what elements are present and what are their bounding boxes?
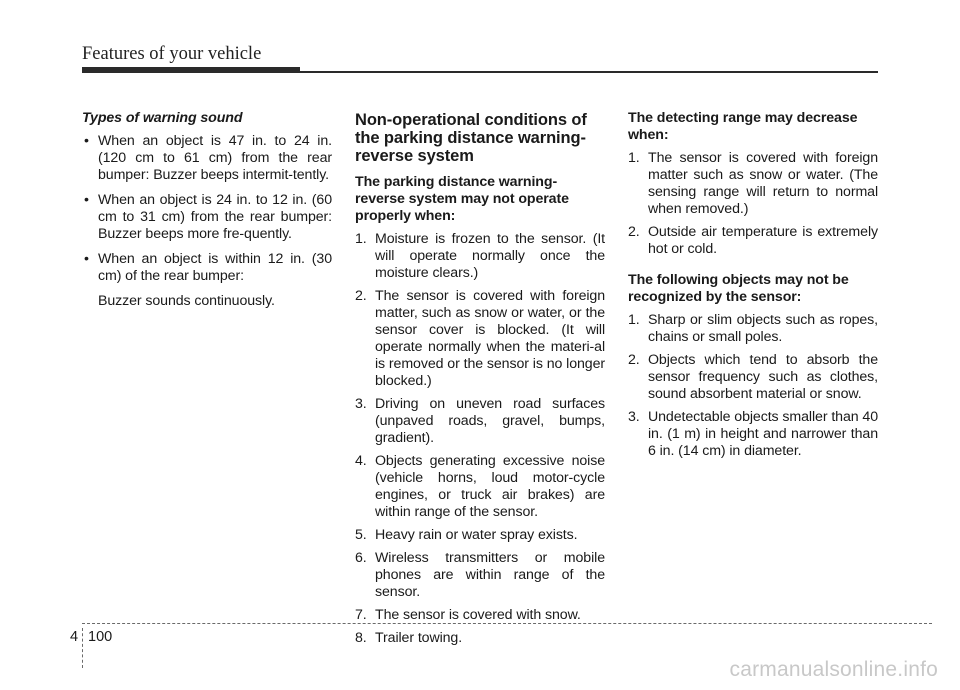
continuous-buzzer-text: Buzzer sounds continuously. (98, 293, 275, 309)
item-text: The sensor is covered with foreign matter, such as snow or water, or the sensor cover is blocked. (It will operate normally when the materi-al is removed or the sensor is no longer blocked.) (375, 288, 605, 389)
list-item (355, 288, 605, 390)
list-item (355, 453, 605, 521)
list-item (355, 527, 605, 544)
list-item: • When an object is 47 in. to 24 in. (120 cm to 61 cm) from the rear bumper: Buzzer beeps intermit-tently. (82, 133, 332, 184)
detecting-range-list (628, 150, 878, 258)
item-number: 3. (628, 409, 640, 425)
unrecognized-objects-list (628, 312, 878, 460)
item-text: Sharp or slim objects such as ropes, chains or small poles. (648, 312, 878, 345)
list-item (355, 607, 605, 624)
list-item (355, 396, 605, 447)
item-number: 7. (355, 607, 367, 623)
footer-divider (82, 628, 83, 668)
list-item (628, 150, 878, 218)
item-text: The sensor is covered with snow. (375, 607, 581, 623)
intro-text: The parking distance warning-reverse system may not operate properly when: (355, 174, 569, 224)
item-number: 2. (355, 288, 367, 304)
list-item (628, 224, 878, 258)
item-text: Outside air temperature is extremely hot or cold. (648, 224, 878, 257)
item-text: Driving on uneven road surfaces (unpaved roads, gravel, bumps, gradient). (375, 396, 605, 446)
item-text: The sensor is covered with foreign matter such as snow or water. (The sensing range will return to normal when removed.) (648, 150, 878, 217)
subheading-warning-sound: Types of warning sound (82, 110, 243, 126)
footer-rule (82, 623, 932, 624)
list-item (355, 550, 605, 601)
list-item: • When an object is within 12 in. (30 cm) of the rear bumper: (82, 251, 332, 285)
header-rule-thin (300, 71, 878, 73)
list-item (355, 231, 605, 282)
item-number: 3. (355, 396, 367, 412)
list-item: • When an object is 24 in. to 12 in. (60 cm to 31 cm) from the rear bumper: Buzzer beeps more fre-quently. (82, 192, 332, 243)
item-number: 1. (628, 150, 640, 166)
column-detecting-range (628, 110, 878, 474)
warning-sound-list (82, 133, 332, 285)
detecting-range-intro: The detecting range may decrease when: (628, 110, 858, 143)
non-operational-list (355, 231, 605, 647)
item-number: 4. (355, 453, 367, 469)
list-item (628, 312, 878, 346)
section-title: Non-operational conditions of the parking distance warning-reverse system (355, 111, 587, 165)
list-item (628, 352, 878, 403)
chapter-number: 4 (70, 629, 79, 645)
list-item (355, 630, 605, 647)
watermark-text: carmanualsonline.info (729, 658, 938, 681)
unrecognized-objects-intro: The following objects may not be recognized by the sensor: (628, 272, 849, 305)
item-text: Objects generating excessive noise (vehicle horns, loud motor-cycle engines, or truck air brakes) are within range of the sensor. (375, 453, 605, 520)
item-text: Heavy rain or water spray exists. (375, 527, 578, 543)
column-warning-sound (82, 110, 332, 310)
list-item (628, 409, 878, 460)
item-number: 2. (628, 224, 640, 240)
item-number: 1. (355, 231, 367, 247)
item-text: Trailer towing. (375, 630, 463, 646)
page-header-title: Features of your vehicle (82, 44, 262, 64)
item-number: 1. (628, 312, 640, 328)
item-text: Objects which tend to absorb the sensor frequency such as clothes, sound absorbent material or snow. (648, 352, 878, 402)
item-text: Wireless transmitters or mobile phones are within range of the sensor. (375, 550, 605, 600)
page-number: 100 (88, 629, 113, 645)
header-rule-thick (82, 67, 300, 73)
item-number: 2. (628, 352, 640, 368)
item-number: 8. (355, 630, 367, 646)
item-text: Moisture is frozen to the sensor. (It will operate normally once the moisture clears.) (375, 231, 605, 281)
item-number: 5. (355, 527, 367, 543)
column-non-operational (355, 110, 605, 661)
item-text: Undetectable objects smaller than 40 in. (1 m) in height and narrower than 6 in. (14 cm) in diameter. (648, 409, 878, 459)
item-number: 6. (355, 550, 367, 566)
